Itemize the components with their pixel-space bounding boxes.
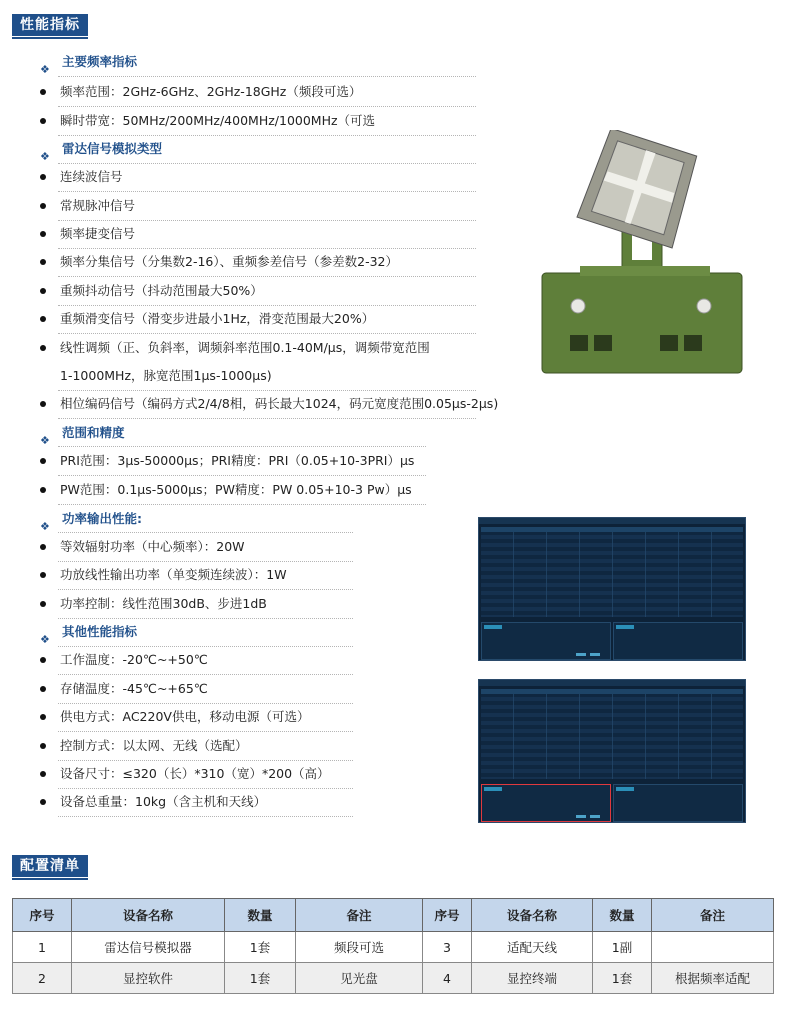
screenshot-table-header	[481, 527, 743, 532]
bullet-icon	[40, 316, 46, 322]
table-cell	[652, 932, 774, 963]
bullet-icon	[40, 345, 46, 351]
bullet-icon	[40, 799, 46, 805]
table-cell: 根据频率适配	[652, 963, 774, 994]
horn-antenna	[577, 130, 701, 248]
section-title-config: 配置清单	[12, 855, 88, 877]
vent-grille	[660, 335, 678, 351]
software-screenshot-2	[478, 679, 746, 823]
bullet-icon	[40, 743, 46, 749]
col-header: 设备名称	[72, 899, 225, 932]
software-screenshot-1	[478, 517, 746, 661]
panel-button	[576, 653, 586, 656]
table-row	[13, 932, 774, 963]
table-cell: 1套	[225, 963, 296, 994]
diamond-bullet-icon: ❖	[40, 63, 50, 76]
diamond-bullet-icon: ❖	[40, 633, 50, 646]
bullet-icon	[40, 487, 46, 493]
table-cell: 1套	[225, 932, 296, 963]
config-table	[12, 898, 774, 994]
table-header-row	[13, 899, 774, 932]
diamond-bullet-icon: ❖	[40, 150, 50, 163]
bullet-icon	[40, 601, 46, 607]
table-cell: 频段可选	[296, 932, 423, 963]
screenshot-table-columns	[481, 689, 743, 779]
col-header: 序号	[13, 899, 72, 932]
bullet-icon	[40, 118, 46, 124]
panel-tag	[484, 787, 502, 791]
device-chassis	[542, 273, 742, 373]
col-header: 备注	[652, 899, 774, 932]
bullet-icon	[40, 401, 46, 407]
device-knob-left	[571, 299, 585, 313]
screenshot-tabs	[481, 520, 525, 526]
panel-button	[590, 653, 600, 656]
panel-button	[576, 815, 586, 818]
screenshot-panel-right	[613, 784, 743, 822]
bullet-icon	[40, 544, 46, 550]
bullet-icon	[40, 203, 46, 209]
table-cell: 显控终端	[472, 963, 593, 994]
table-cell: 1	[13, 932, 72, 963]
bullet-icon	[40, 89, 46, 95]
vent-grille	[570, 335, 588, 351]
screenshot-panel-left	[481, 784, 611, 822]
radar-simulator-device-image	[540, 130, 750, 375]
table-cell: 2	[13, 963, 72, 994]
bullet-icon	[40, 174, 46, 180]
bullet-icon	[40, 686, 46, 692]
screenshot-table-columns	[481, 527, 743, 617]
table-cell: 1副	[593, 932, 652, 963]
bullet-icon	[40, 771, 46, 777]
col-header: 序号	[423, 899, 472, 932]
bullet-icon	[40, 657, 46, 663]
divider	[58, 76, 476, 77]
vent-grille	[684, 335, 702, 351]
col-header: 数量	[593, 899, 652, 932]
panel-tag	[484, 625, 502, 629]
diamond-bullet-icon: ❖	[40, 520, 50, 533]
screenshot-panel-left	[481, 622, 611, 660]
col-header: 设备名称	[472, 899, 593, 932]
panel-tag	[616, 787, 634, 791]
col-header: 备注	[296, 899, 423, 932]
table-cell: 显控软件	[72, 963, 225, 994]
table-row	[13, 963, 774, 994]
bullet-icon	[40, 288, 46, 294]
device-top-vent	[580, 266, 710, 276]
bullet-icon	[40, 572, 46, 578]
divider	[58, 816, 353, 817]
bullet-icon	[40, 231, 46, 237]
table-cell: 1套	[593, 963, 652, 994]
table-cell: 4	[423, 963, 472, 994]
screenshot-panel-right	[613, 622, 743, 660]
bullet-icon	[40, 458, 46, 464]
vent-grille	[594, 335, 612, 351]
bullet-icon	[40, 259, 46, 265]
table-cell: 雷达信号模拟器	[72, 932, 225, 963]
bullet-icon	[40, 714, 46, 720]
col-header: 数量	[225, 899, 296, 932]
table-cell: 3	[423, 932, 472, 963]
table-cell: 见光盘	[296, 963, 423, 994]
screenshot-table-header	[481, 689, 743, 694]
panel-button	[590, 815, 600, 818]
table-cell: 适配天线	[472, 932, 593, 963]
diamond-bullet-icon: ❖	[40, 434, 50, 447]
device-knob-right	[697, 299, 711, 313]
panel-tag	[616, 625, 634, 629]
screenshot-tabs	[481, 682, 525, 688]
section-title-performance: 性能指标	[12, 14, 88, 36]
